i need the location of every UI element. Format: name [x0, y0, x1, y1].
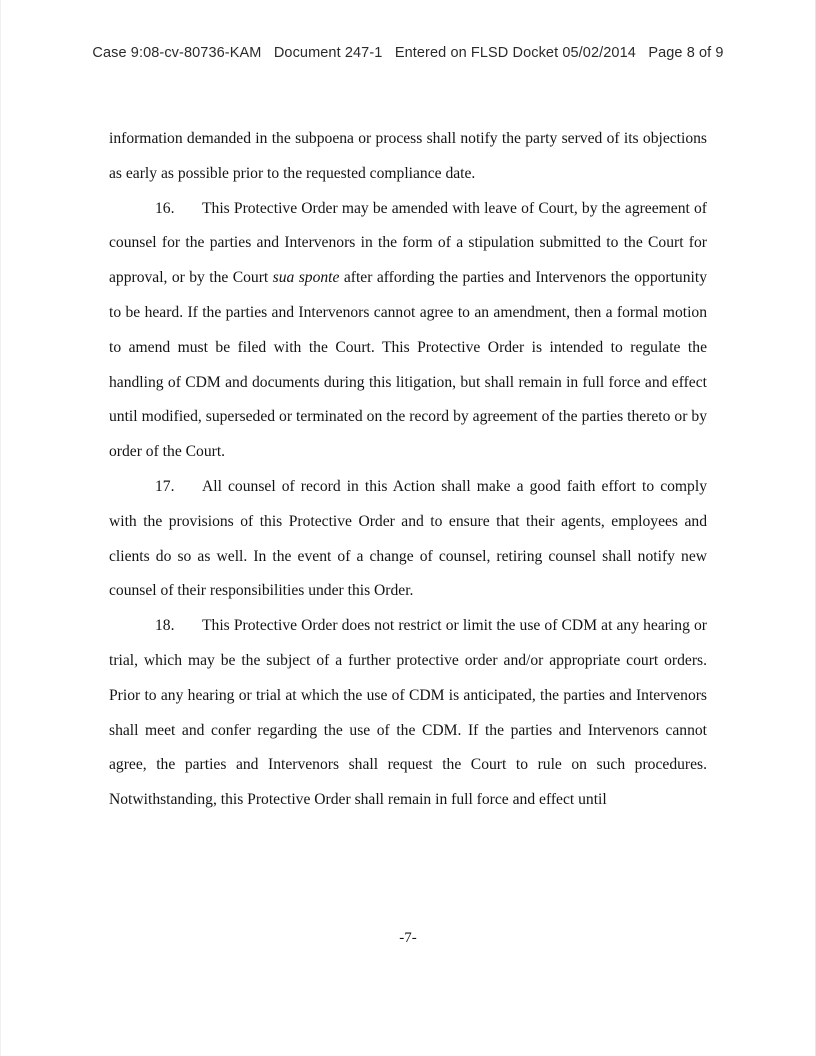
paragraph-number: 18.	[155, 617, 175, 635]
paragraph-18	[109, 609, 707, 818]
document-number: Document 247-1	[273, 45, 383, 61]
case-number: Case 9:08-cv-80736-KAM	[92, 45, 262, 61]
paragraph-number: 16.	[155, 199, 175, 217]
entered-date: Entered on FLSD Docket 05/02/2014	[394, 45, 636, 61]
paragraph-text-part: after affording the parties and Intervenors the opportunity to be heard. If the parties and Intervenors cannot agree to an amendment, then a formal motion to amend must be filed with the Court. This Protective Order is intended to regulate the handling of CDM and documents during this litigation, but shall remain in full force and effect until modified, superseded or terminated on the record by agreement of the parties thereto or by order of the Court.	[109, 269, 707, 461]
paragraph-text: This Protective Order does not restrict or limit the use of CDM at any hearing or trial, which may be the subject of a further protective order and/or appropriate court orders. Prior to any hearing or trial at which the use of CDM is anticipated, the parties and Intervenors shall meet and confer regarding the use of the CDM. If the parties and Intervenors cannot agree, the parties and Intervenors shall request the Court to rule on such procedures. Notwithstanding, this Protective Order shall remain in full force and effect until	[109, 617, 707, 809]
continuation-paragraph: information demanded in the subpoena or process shall notify the party served of its objections as early as possible prior to the requested compliance date.	[109, 130, 707, 182]
page-edge-left	[0, 0, 1, 1056]
paragraph-number: 17.	[155, 477, 175, 495]
page-indicator: Page 8 of 9	[648, 45, 724, 61]
paragraph-text: All counsel of record in this Action shall make a good faith effort to comply with the provisions of this Protective Order and to ensure that their agents, employees and clients do so as well. In the event of a change of counsel, retiring counsel shall notify new counsel of their responsibilities under this Order.	[109, 477, 707, 600]
page-number: -7-	[399, 930, 417, 946]
paragraph-16	[109, 192, 707, 470]
paragraph-text-part: This Protective Order may be amended with leave of Court, by the agreement of counsel for the parties and Intervenors in the form of a stipulation submitted to the Court for approval, or by the Court	[109, 199, 707, 287]
docket-header	[0, 45, 816, 61]
paragraph-italic-term: sua sponte	[272, 269, 340, 287]
document-body	[109, 122, 707, 818]
paragraph-17	[109, 470, 707, 609]
